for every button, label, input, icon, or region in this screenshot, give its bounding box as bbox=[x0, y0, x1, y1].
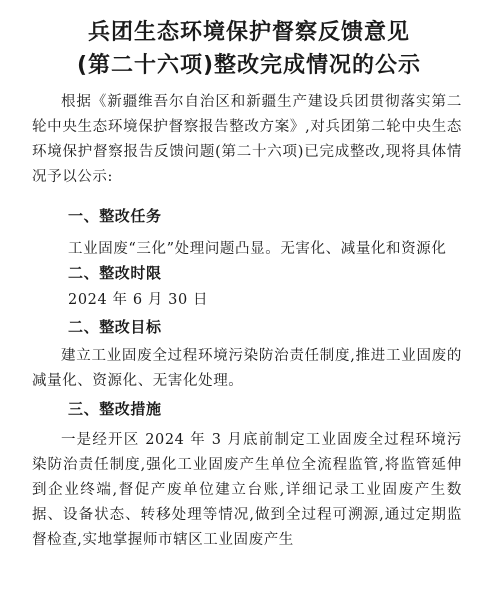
section-heading-deadline: 二、整改时限 bbox=[68, 264, 162, 282]
section-text-deadline: 2024 年 6 月 30 日 bbox=[68, 292, 209, 308]
section-text-measures: 一是经开区 2024 年 3 月底前制定工业固废全过程环境污染防治责任制度,强化工业固废产生单位全流程监管,将监管延伸到企业终端,督促产废单位建立台账,详细记录工业固废产生数据、设备状态、转移处理等情况,做到全过程可溯源,通过定期监督检查,实地掌握师市辖区工业固废产生 bbox=[32, 432, 462, 548]
section-heading-measures: 三、整改措施 bbox=[68, 400, 162, 418]
section-heading-tasks: 一、整改任务 bbox=[68, 207, 162, 225]
document-title-line1: 兵团生态环境保护督察反馈意见 bbox=[87, 20, 410, 45]
document-title-line2: (第二十六项)整改完成情况的公示 bbox=[76, 53, 422, 78]
section-heading-goals: 二、整改目标 bbox=[68, 318, 162, 336]
section-text-goals: 建立工业固废全过程环境污染防治责任制度,推进工业固废的减量化、资源化、无害化处理。 bbox=[32, 348, 462, 389]
intro-paragraph: 根据《新疆维吾尔自治区和新疆生产建设兵团贯彻落实第二轮中央生态环境保护督察报告整改方案》,对兵团第二轮中央生态环境保护督察报告反馈问题(第二十六项)已完成整改,现将具体情况予以公示: bbox=[32, 94, 462, 185]
section-text-tasks: 工业固废“三化”处理问题凸显。无害化、减量化和资源化 bbox=[68, 241, 447, 257]
